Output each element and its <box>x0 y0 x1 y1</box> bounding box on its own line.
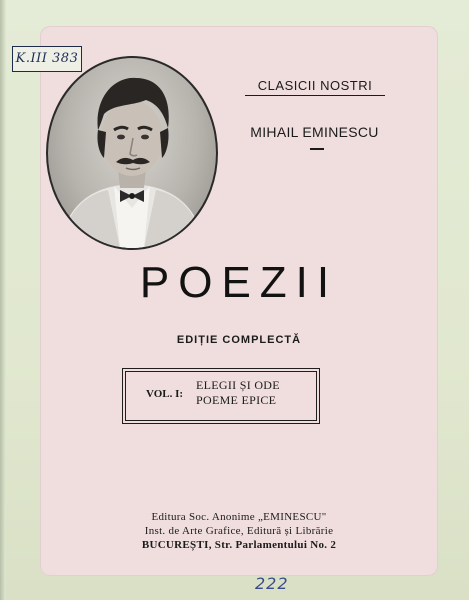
publisher-imprint <box>40 510 438 552</box>
portrait-illustration <box>48 58 216 248</box>
handwritten-pencil-note: 222 <box>255 574 289 593</box>
volume-frame <box>125 371 317 421</box>
volume-content-line: POEME EPICE <box>196 393 277 407</box>
scan-edge-shadow <box>0 0 6 600</box>
library-call-number-stamp: K.III 383 <box>12 46 82 72</box>
volume-label: VOL. I: <box>146 388 184 400</box>
series-name: CLASICII NOSTRI <box>245 78 385 96</box>
volume-content-line: ELEGII ȘI ODE <box>196 378 280 392</box>
publisher-line: Inst. de Arte Grafice, Editură și Librărie <box>144 525 334 537</box>
volume-contents <box>196 378 280 408</box>
edition-subtitle: EDIȚIE COMPLECTĂ <box>176 334 302 346</box>
publisher-line: Editura Soc. Anonime „EMINESCU" <box>151 511 327 523</box>
book-title: POEZII <box>139 258 339 307</box>
author-divider <box>310 148 324 150</box>
publisher-address: BUCUREȘTI, Str. Parlamentului No. 2 <box>141 539 337 551</box>
author-name: MIHAIL EMINESCU <box>250 124 379 140</box>
author-portrait <box>46 56 218 250</box>
